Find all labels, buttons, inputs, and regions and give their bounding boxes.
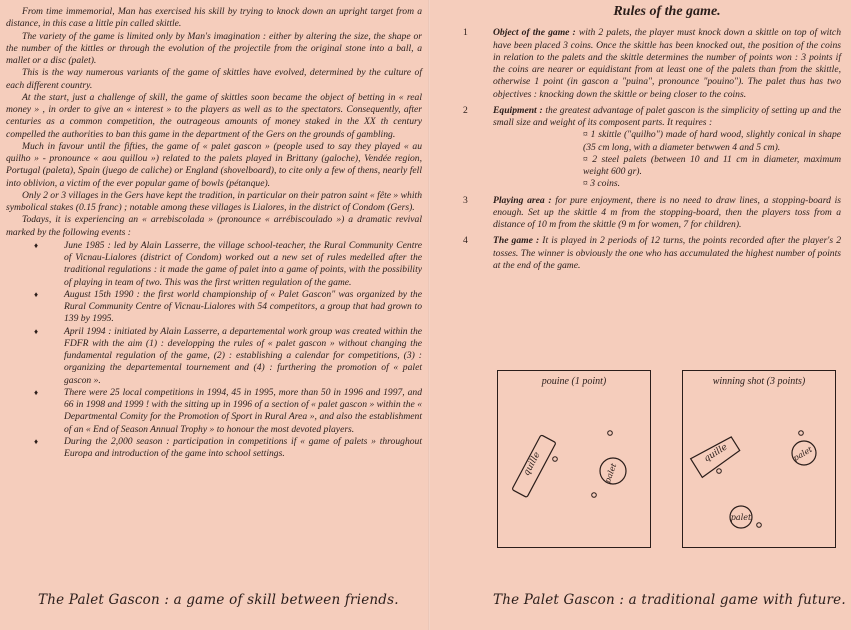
event-item — [6, 387, 422, 436]
palet-icon — [730, 506, 752, 528]
pouine-diagram — [497, 370, 651, 548]
diamond-bullet-icon: ♦ — [34, 436, 39, 446]
equipment-item — [493, 178, 841, 190]
skittle-label: quille — [702, 442, 730, 465]
history-paragraph-2: The variety of the game is limited only by Man's imagination : either by altering the size, the shape or the number of the kittles or through the evolution of the projectile from the original stone into a ball, a mallet or a disc (palet). — [6, 30, 422, 66]
rule-heading: Equipment : — [493, 104, 543, 116]
equipment-item — [493, 129, 841, 154]
rule-heading: Object of the game : — [493, 27, 576, 39]
equipment-text: 2 steel palets (between 10 and 11 cm in diameter, maximum weight 600 gr). — [583, 153, 841, 177]
diamond-bullet-icon: ♦ — [34, 326, 39, 336]
rule-text: for pure enjoyment, there is no need to draw lines, a stopping-board is enough. Set up the skittle 4 m from the stopping-board, then the players toss from a distance of 10 m from the skittle (9 m for women, 7 for children). — [493, 194, 841, 230]
palet-icon — [792, 441, 816, 465]
event-text: During the 2,000 season : participation in competitions if « game of palets » throughout Europa and introduction of the game into school settings. — [64, 435, 422, 459]
diagram-caption: pouine (1 point) — [541, 376, 607, 387]
square-bullet-icon: ¤ — [583, 178, 588, 190]
event-text: April 1994 : initiated by Alain Lasserre, a departemental work group was created within the FDFR with the aim (1) : developping the rules of « palet gascon » without changing the fundamental regulation of the game, (2) : establishing a calendar for competitions, (3) : organizing the departemental tournement and (4) : furthering the promotion of « palet gascon ». — [64, 325, 422, 386]
winning-shot-diagram — [682, 370, 836, 548]
rule-heading: Playing area : — [493, 194, 552, 206]
coin-icon — [717, 469, 722, 474]
events-list — [6, 240, 422, 461]
palet-icon — [600, 458, 626, 484]
rule-item — [453, 195, 841, 232]
rule-number: 3 — [463, 194, 468, 206]
skittle-icon — [512, 435, 556, 498]
event-item — [6, 436, 422, 461]
coin-icon — [592, 493, 597, 498]
history-paragraph-6: Only 2 or 3 villages in the Gers have kept the tradition, in particular on their patron saint « fête » whith symbolical stakes (0.15 franc) ; notable among these villages is Lialores, in the district of Condom (Gers). — [6, 189, 422, 213]
coin-icon — [799, 431, 804, 436]
rule-number: 1 — [463, 27, 468, 39]
rule-item — [453, 105, 841, 191]
diamond-bullet-icon: ♦ — [34, 240, 39, 250]
palet-label: palet — [602, 462, 619, 485]
game-diagrams — [497, 370, 837, 548]
rule-text: the greatest advantage of palet gascon is the simplicity of setting up and the small size and weight of its composent parts. It requires : — [493, 104, 841, 128]
skittle-icon — [691, 434, 742, 477]
diagram-caption: winning shot (3 points) — [712, 376, 806, 387]
rule-item — [453, 235, 841, 272]
coin-icon — [553, 457, 558, 462]
history-paragraph-1: From time immemorial, Man has exercised his skill by trying to knock down an upright target from a distance, in this case a little pin called skittle. — [6, 6, 422, 30]
event-text: There were 25 local competitions in 1994, 45 in 1995, more than 50 in 1996 and 1997, and 66 in 1998 and 1999 ! with the sitting up in 1996 of a section of « palet gascon » within the « Departmental Comity for the Promotion of Sport in Rural Area », and also the establishment of an « End of Season Annual Trophy » to honour the most devoted players. — [64, 386, 422, 435]
equipment-text: 1 skittle ("quilho") made of hard wood, slightly conical in shape (35 cm long, with a diameter betwwen 4 and 5 cm). — [583, 129, 842, 153]
palet-label: palet — [730, 513, 752, 522]
coin-icon — [757, 523, 762, 528]
pouine-drawing — [498, 371, 652, 549]
diamond-bullet-icon: ♦ — [34, 387, 39, 397]
history-paragraph-5: Much in favour until the fifties, the game of « palet gascon » (people used to say they played « au quilho » - pronounce « aou quillou ») related to the palets played in Brittany (galoche), Vendée region, Portugal (paleta), Spain (juego de caliche) or England (shovelboard), to cite only a few of thens, nearly fell into oblivion, a victim of the ever popular game of bowls (pétanque). — [6, 140, 422, 189]
palet-label: palet — [791, 444, 814, 463]
history-paragraph-7: Todays, it is experiencing an « arrebiscolada » (pronounce « arrébiscoulado ») a dramatic revival marked by the following events : — [6, 214, 422, 238]
rule-number: 2 — [463, 104, 468, 116]
coin-icon — [608, 431, 613, 436]
history-paragraph-3: This is the way numerous variants of the game of skittles have evolved, determined by the culture of each different country. — [6, 67, 422, 91]
event-item — [6, 289, 422, 326]
page-fold — [428, 0, 430, 630]
rule-number: 4 — [463, 235, 468, 247]
rule-item — [453, 27, 841, 101]
event-text: June 1985 : led by Alain Lasserre, the village school-teacher, the Rural Community Centre of Vicnau-Lialores (district of Condom) worked out a new set of rules medelled after the traditional regulations : it made the game of palet into a game of points, with the possibility of playing in team of two. This was the first written regulation of the game. — [64, 239, 422, 288]
rules-title: Rules of the game. — [613, 4, 721, 19]
rules-column — [453, 6, 841, 276]
diamond-bullet-icon: ♦ — [34, 289, 39, 299]
equipment-text: 3 coins. — [590, 178, 621, 190]
event-text: August 15th 1990 : the first world championship of « Palet Gascon" was organized by the Rural Community Centre of Vicnau-Lialores with 54 competitors, a group that had grown to 139 by 1995. — [64, 288, 422, 325]
skittle-label: quille — [521, 450, 543, 478]
rule-text: It is played in 2 periods of 12 turns, the points recorded after the player's 2 tosses. The winner is obviously the one who has accumulated the highest number of points at the end of the game. — [493, 235, 841, 271]
equipment-item — [493, 154, 841, 179]
history-paragraph-4: At the start, just a challenge of skill, the game of skittles soon became the object of betting in « real money » , in order to give an « interest » to the players as well as to the spectators. Consequently, after centuries as a common competition, the outrageous amounts of money staked in the XX th century compelled the authorities to ban this game in the department of the Gers on the grounds of gambling. — [6, 91, 422, 140]
history-column — [6, 6, 422, 460]
right-footer-slogan: The Palet Gascon : a traditional game with future. — [493, 592, 846, 608]
rule-heading: The game : — [493, 235, 540, 247]
left-footer-slogan: The Palet Gascon : a game of skill between friends. — [38, 592, 399, 608]
winning-shot-drawing — [683, 371, 837, 549]
event-item — [6, 326, 422, 387]
square-bullet-icon: ¤ — [583, 129, 588, 141]
event-item — [6, 240, 422, 289]
rule-text: with 2 palets, the player must knock down a skittle on top of witch have been placed 3 coins. Once the skittle has been knocked out, the position of the coins in relation to the palets and the skittle determines the number of points won : 3 points if the coins are nearer or equidistant from at least one of the palets than from the skittle, otherwise 1 point (in gascon a "puina", pronounce "pouino"). The palet thus has two objectives : knocking down the skittle or being closer to the coins. — [493, 27, 841, 100]
square-bullet-icon: ¤ — [583, 153, 588, 165]
